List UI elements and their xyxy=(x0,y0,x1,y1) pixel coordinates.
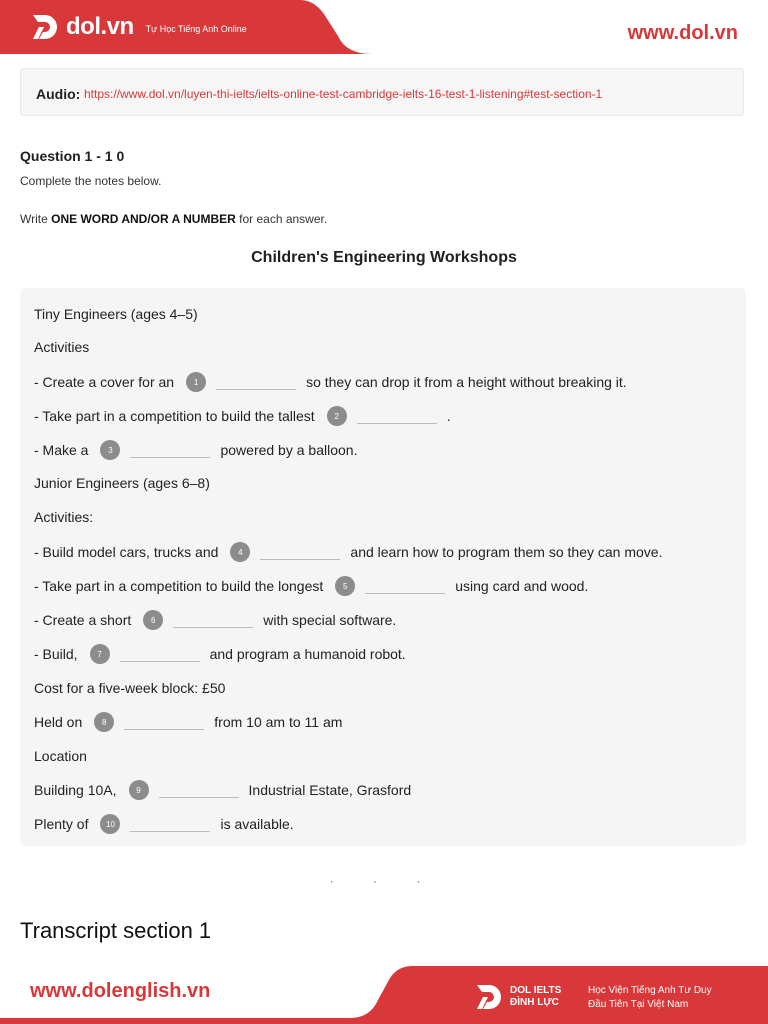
footer-brand-text xyxy=(510,985,561,1009)
notes-text: using card and wood. xyxy=(455,578,589,594)
question-number-badge: 3 xyxy=(100,440,120,460)
question-number-badge: 10 xyxy=(100,814,120,834)
notes-text: - Build, xyxy=(34,646,78,662)
transcript-title: Transcript section 1 xyxy=(20,918,212,943)
instruction-complete-notes: Complete the notes below. xyxy=(20,174,162,188)
audio-link[interactable]: https://www.dol.vn/luyen-thi-ielts/ielts-online-test-cambridge-ielts-16-test-1-listening#test-section-1 xyxy=(84,87,603,101)
answer-blank-3[interactable] xyxy=(130,443,210,458)
section-title: Children's Engineering Workshops xyxy=(251,249,517,266)
notes-text: - Take part in a competition to build the longest xyxy=(34,578,324,594)
notes-text: - Create a cover for an xyxy=(34,374,175,390)
footer-url-link[interactable]: www.dolenglish.vn xyxy=(30,980,211,1002)
brand-name: dol.vn xyxy=(66,13,134,40)
dol-d-icon xyxy=(474,982,504,1012)
instruction-post: for each answer. xyxy=(235,212,328,226)
question-title: Question 1 - 1 0 xyxy=(20,148,125,164)
footer-brand-line2: ĐÌNH LỰC xyxy=(510,997,559,1008)
notes-text: - Make a xyxy=(34,442,89,458)
question-number-badge: 2 xyxy=(327,406,347,426)
notes-text: and learn how to program them so they can move. xyxy=(350,544,663,560)
notes-text: and program a humanoid robot. xyxy=(209,646,406,662)
notes-line xyxy=(34,440,357,460)
notes-line xyxy=(34,337,89,357)
footer-brand-line1: DOL IELTS xyxy=(510,985,562,996)
answer-blank-2[interactable] xyxy=(357,409,437,424)
answer-blank-6[interactable] xyxy=(173,613,253,628)
notes-text: with special software. xyxy=(263,612,397,628)
notes-text: Held on xyxy=(34,714,83,730)
notes-text: Building 10A, xyxy=(34,782,117,798)
notes-text: Junior Engineers (ages 6–8) xyxy=(34,475,210,491)
notes-text: - Take part in a competition to build the tallest xyxy=(34,408,315,424)
question-number-badge: 5 xyxy=(335,576,355,596)
audio-label: Audio: xyxy=(36,86,81,102)
notes-line xyxy=(34,372,627,392)
notes-text: so they can drop it from a height without breaking it. xyxy=(306,374,627,390)
answer-blank-1[interactable] xyxy=(216,375,296,390)
footer-slogan xyxy=(588,984,712,1012)
notes-text: - Create a short xyxy=(34,612,132,628)
notes-line xyxy=(34,406,451,426)
question-number-badge: 1 xyxy=(186,372,206,392)
notes-text: Location xyxy=(34,748,87,764)
notes-text: Tiny Engineers (ages 4–5) xyxy=(34,306,198,322)
notes-panel xyxy=(20,288,746,846)
notes-line xyxy=(34,780,411,800)
page-footer xyxy=(0,966,768,1024)
dol-logo[interactable] xyxy=(30,12,247,42)
answer-blank-5[interactable] xyxy=(365,579,445,594)
site-url-link[interactable]: www.dol.vn xyxy=(627,22,738,44)
answer-blank-9[interactable] xyxy=(159,783,239,798)
notes-line xyxy=(34,304,198,324)
notes-line xyxy=(34,576,588,596)
brand-tagline: Tự Học Tiếng Anh Online xyxy=(145,24,247,34)
notes-text: powered by a balloon. xyxy=(220,442,358,458)
question-number-badge: 4 xyxy=(230,542,250,562)
notes-line xyxy=(34,610,396,630)
dol-d-icon xyxy=(30,12,60,42)
page-header xyxy=(0,0,768,72)
instruction-bold: ONE WORD AND/OR A NUMBER xyxy=(51,212,236,226)
notes-text: Activities: xyxy=(34,509,94,525)
notes-line xyxy=(34,814,294,834)
question-number-badge: 6 xyxy=(143,610,163,630)
notes-line xyxy=(34,542,662,562)
notes-text: Cost for a five-week block: £50 xyxy=(34,680,226,696)
instruction-word-limit xyxy=(20,212,327,226)
question-number-badge: 8 xyxy=(94,712,114,732)
notes-line xyxy=(34,473,210,493)
instruction-pre: Write xyxy=(20,212,52,226)
footer-slogan-line1: Học Viện Tiếng Anh Tư Duy xyxy=(588,985,712,996)
audio-box xyxy=(20,68,744,116)
notes-line xyxy=(34,644,406,664)
notes-text: Activities xyxy=(34,339,90,355)
notes-text: is available. xyxy=(220,816,294,832)
notes-text: Plenty of xyxy=(34,816,89,832)
notes-text: from 10 am to 11 am xyxy=(214,714,343,730)
answer-blank-8[interactable] xyxy=(124,715,204,730)
footer-slogan-line2: Đầu Tiên Tại Việt Nam xyxy=(588,999,689,1010)
answer-blank-10[interactable] xyxy=(130,817,210,832)
footer-dol-ielts-logo[interactable] xyxy=(474,982,561,1012)
separator-dots: · · · xyxy=(329,874,439,888)
answer-blank-7[interactable] xyxy=(120,647,200,662)
notes-text: - Build model cars, trucks and xyxy=(34,544,219,560)
answer-blank-4[interactable] xyxy=(260,545,340,560)
notes-line xyxy=(34,712,342,732)
notes-text: . xyxy=(446,408,451,424)
question-number-badge: 7 xyxy=(90,644,110,664)
notes-text: Industrial Estate, Grasford xyxy=(248,782,412,798)
notes-line xyxy=(34,507,93,527)
notes-line xyxy=(34,678,225,698)
notes-line xyxy=(34,746,87,766)
question-number-badge: 9 xyxy=(129,780,149,800)
